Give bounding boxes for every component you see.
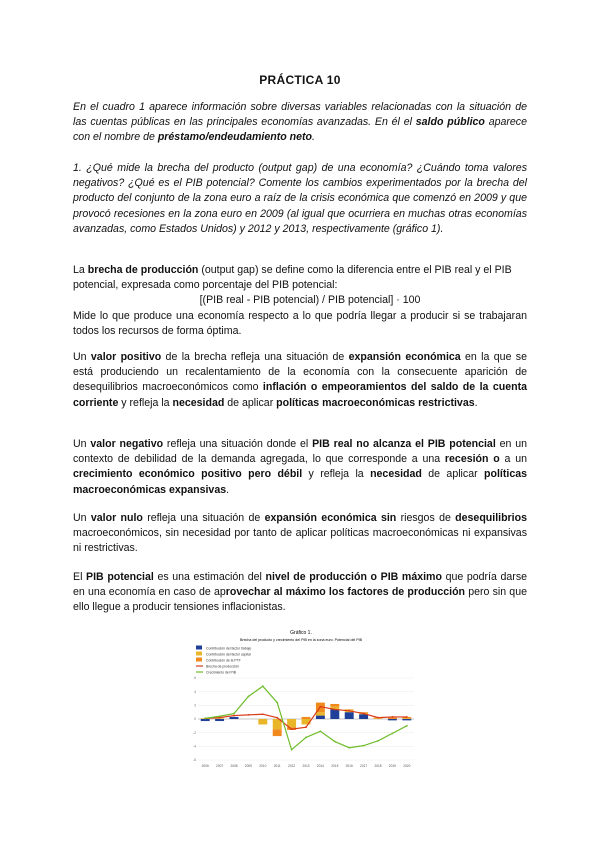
chart-bar (273, 729, 282, 736)
question-paragraph: 1. ¿Qué mide la brecha del producto (output gap) de una economía? ¿Cuándo toma valores negativos? ¿Qué es el PIB potencial? Comente los cambios experimentados por la brecha del producto del conjunto de la zona euro a raíz de la crisis económica que comenzó en 2009 y que provocó recesiones en la zona euro en 2009 (al igual que ocurriera en muchas otras economías avanzadas, como Estados Unidos) y 2012 y 2013, respectivamente (gráfico 1). (73, 162, 527, 235)
intro-bold-saldo: saldo público (415, 116, 485, 129)
chart-point (320, 706, 322, 708)
intro-text: aparece con el nombre de (73, 116, 527, 144)
y-tick-label: -6 (193, 758, 196, 763)
x-tick-label: 2016 (345, 764, 353, 768)
legend-label: Brecha de producción (206, 664, 239, 669)
legend-swatch (196, 658, 202, 662)
positive-value-paragraph (73, 350, 527, 411)
para-bold: políticas macroeconómicas expansivas (73, 468, 527, 496)
intro-text: En el cuadro 1 aparece información sobre diversas variables relacionadas con la situación de las cuentas públicas en las principales economías avanzadas. En él el (73, 101, 527, 129)
chart-bar (330, 709, 339, 719)
para-bold: necesidad (172, 396, 225, 409)
chart-bar (316, 716, 325, 719)
negative-value-paragraph (73, 437, 527, 498)
x-tick-label: 2013 (302, 764, 310, 768)
para-text: en la que se está produciendo un recalentamiento de la economía con la consecuente aparición de desequilibrios macroeconómicos como (73, 351, 527, 394)
chart-point (406, 716, 408, 718)
chart-point (392, 732, 394, 734)
para-bold: valor positivo (90, 351, 162, 363)
chart-point (377, 740, 379, 742)
para-bold: expansión económica sin (264, 512, 397, 524)
x-tick-label: 2020 (403, 764, 411, 768)
para-bold: PIB real no alcanza el PIB potencial (312, 438, 496, 450)
chart-point (219, 715, 221, 717)
chart-point (334, 709, 336, 711)
para-text: El (73, 571, 87, 583)
chart-bar (302, 717, 311, 719)
x-tick-label: 2018 (374, 764, 382, 768)
para-text: Un (73, 351, 91, 363)
x-tick-label: 2008 (230, 764, 238, 768)
chart-point (348, 710, 350, 712)
para-text: Mide lo que produce una economía respecto a lo que podría llegar a producir si se trabajaran todos los recursos de forma óptima. (73, 309, 527, 337)
x-tick-label: 2009 (244, 764, 252, 768)
output-gap-chart (178, 628, 424, 772)
x-tick-label: 2015 (331, 764, 339, 768)
chart-point (233, 715, 235, 717)
chart-point (392, 716, 394, 718)
x-tick-label: 2014 (316, 764, 324, 768)
chart-point (320, 730, 322, 732)
chart-point (291, 749, 293, 751)
para-text: y refleja la (118, 396, 173, 409)
y-tick-label: 4 (194, 689, 196, 694)
para-text: que podría darse en una economía en caso de ap (73, 571, 528, 599)
page-title: PRÁCTICA 10 (259, 73, 341, 87)
para-bold: políticas macroeconómicas restrictivas (276, 396, 475, 409)
para-text: es una estimación del (153, 571, 266, 583)
para-text: riesgos de (396, 512, 456, 524)
legend-label: Contribución del factor capital (206, 652, 251, 657)
para-bold: brecha de producción (87, 264, 199, 276)
x-tick-label: 2017 (360, 764, 368, 768)
para-text: pero sin que ello llegue a producir tensiones inflacionistas. (73, 586, 527, 614)
para-text: macroeconómicos, sin necesidad por tanto de aplicar políticas macroeconómicas ni expansivas ni restrictivas. (73, 527, 527, 555)
chart-point (406, 725, 408, 727)
chart-bar (402, 718, 411, 719)
para-text: . (226, 483, 230, 496)
para-text: Un (73, 438, 91, 450)
intro-paragraph (73, 100, 527, 146)
chart-point (305, 726, 307, 728)
chart-bar (201, 719, 210, 721)
chart-point (276, 717, 278, 719)
chart-point (363, 713, 365, 715)
y-tick-label: 2 (194, 703, 196, 708)
chart-point (204, 717, 206, 719)
y-tick-label: 6 (194, 676, 196, 681)
y-tick-label: 0 (194, 717, 196, 722)
legend-swatch (196, 646, 202, 650)
para-bold: valor nulo (90, 512, 143, 524)
chart-title: Gráfico 1. (290, 630, 312, 636)
legend-swatch (196, 652, 202, 656)
null-value-paragraph (73, 511, 527, 557)
para-text: a un (499, 453, 527, 466)
legend-label: Contribución de la PTF (206, 658, 241, 663)
para-text: de aplicar (224, 396, 277, 409)
para-bold: PIB potencial (86, 571, 154, 583)
chart-bar (388, 719, 397, 720)
chart-point (377, 717, 379, 719)
chart-point (262, 685, 264, 687)
para-text: refleja una situación donde el (163, 438, 313, 450)
chart-bar (215, 719, 224, 721)
para-text: (output gap) se define como la diferencia entre el PIB real y el PIB potencial, expresada como porcentaje del PIB potencial: (73, 264, 512, 292)
output-gap-formula: [(PIB real - PIB potencial) / PIB potencial] · 100 (199, 294, 421, 307)
x-tick-label: 2011 (273, 764, 281, 768)
y-tick-label: -2 (193, 730, 196, 735)
chart-bar (230, 717, 239, 719)
chart-bar (345, 712, 354, 719)
chart-point (233, 713, 235, 715)
para-bold: rovechar al máximo los factores de producción (225, 586, 466, 599)
chart-point (334, 741, 336, 743)
legend-label: Crecimiento del PIB (206, 670, 236, 675)
x-tick-label: 2010 (259, 764, 267, 768)
chart-point (262, 713, 264, 715)
para-bold: crecimiento económico positivo pero débil (73, 468, 303, 481)
intro-bold-prestamo: préstamo/endeudamiento neto (157, 131, 313, 144)
legend-label: Contribución del factor trabajo (206, 646, 252, 651)
para-text: de la brecha refleja una situación de (161, 351, 349, 363)
para-bold: valor negativo (90, 438, 164, 450)
chart-plot-area (193, 676, 414, 768)
intro-text: . (312, 131, 315, 144)
x-tick-label: 2012 (288, 764, 296, 768)
para-text: en un contexto de debilidad de la demanda agregada, lo que corresponde a una (73, 438, 527, 466)
para-text: de aplicar (421, 468, 485, 481)
para-text: Un (73, 512, 91, 524)
x-tick-label: 2006 (201, 764, 209, 768)
y-tick-label: -4 (193, 744, 196, 749)
x-tick-label: 2019 (388, 764, 396, 768)
chart-bar (316, 712, 325, 715)
x-tick-label: 2007 (216, 764, 224, 768)
chart-point (348, 747, 350, 749)
chart-subtitle: Brecha del producto y crecimiento del PIB en la zona euro. Potencial del PIB (239, 638, 363, 642)
para-bold: recesión o (444, 453, 500, 466)
chart-point (363, 745, 365, 747)
chart-legend (196, 646, 251, 675)
para-text: La (73, 264, 88, 276)
output-gap-paragraph (73, 263, 527, 339)
para-text: . (474, 396, 478, 409)
para-text: refleja una situación de (142, 512, 265, 524)
chart-point (305, 737, 307, 739)
para-text: y refleja la (302, 468, 371, 481)
chart-point (248, 696, 250, 698)
chart-point (291, 728, 293, 730)
chart-bar (258, 719, 267, 724)
para-bold: nivel de producción o PIB máximo (265, 571, 442, 583)
chart-point (248, 714, 250, 716)
para-bold: inflación o empeoramientos del saldo de la cuenta corriente (73, 381, 527, 409)
potential-gdp-paragraph (73, 570, 527, 616)
para-bold: desequilibrios (455, 512, 527, 524)
chart-bar (402, 719, 411, 720)
para-bold: necesidad (370, 468, 422, 481)
chart-point (276, 702, 278, 704)
para-bold: expansión económica (348, 351, 461, 363)
chart-bar (330, 704, 339, 707)
